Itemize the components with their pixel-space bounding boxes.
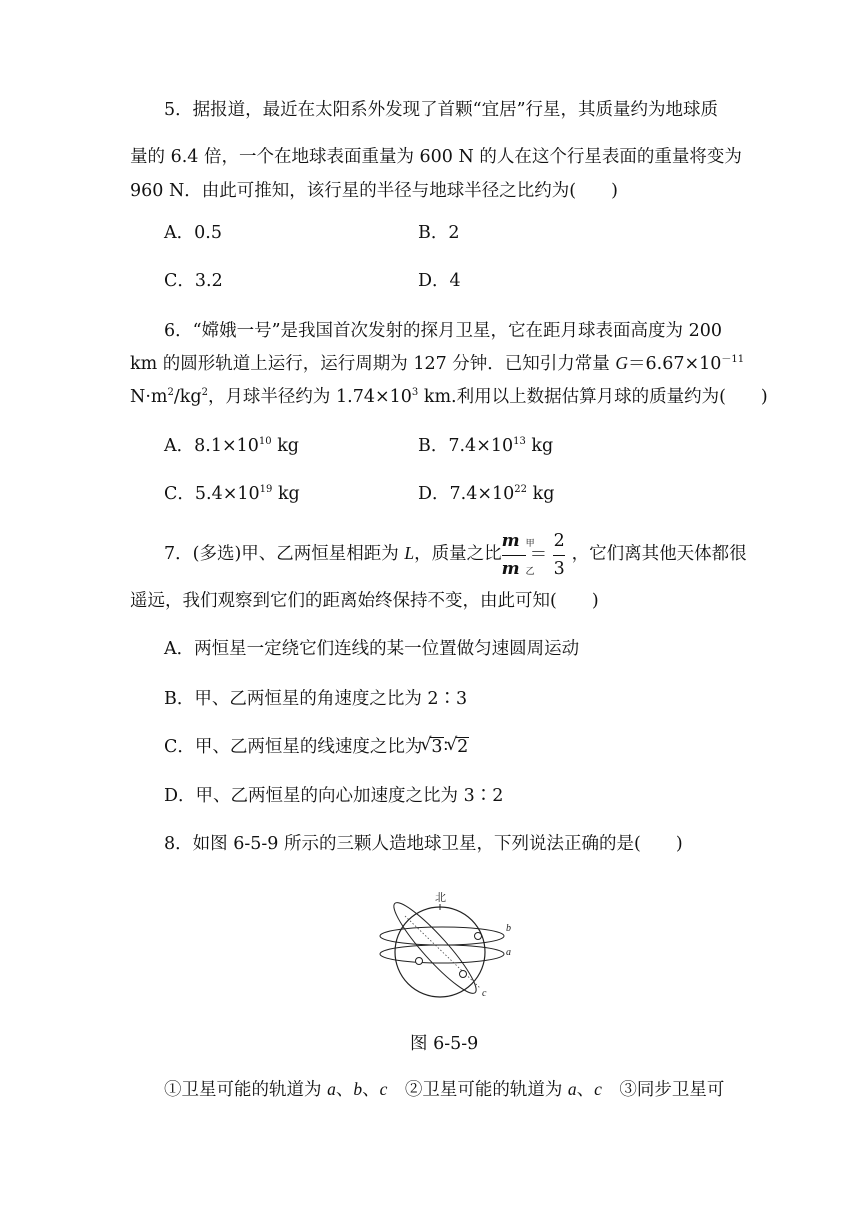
satellite-c: [460, 971, 467, 978]
q6-line-2: km 的圆形轨道上运行，运行周期为 127 分钟．已知引力常量 $G=6.67\times 10^{-11}$: [130, 353, 745, 374]
label-a: a: [506, 947, 511, 958]
sqrt-3: √ 3: [430, 737, 443, 756]
earth-circle: [395, 907, 485, 997]
q5-line-1: 5．据报道，最近在太阳系外发现了首颗“宜居”行星，其质量约为地球质: [164, 100, 719, 120]
north-label: 北: [435, 891, 446, 904]
q7-line-1: 7．(多选)甲、乙两恒星相距为 L，质量之比 m甲 m乙 ＝ 2 3 ，它们离其他天体都很: [164, 530, 747, 579]
sqrt-2: √ 2: [456, 737, 469, 756]
q7-option-d: D．甲、乙两恒星的向心加速度之比为 3∶2: [164, 786, 504, 806]
q8-statements-line: ①卫星可能的轨道为 a、b、c ②卫星可能的轨道为 a、c ③同步卫星可: [164, 1079, 725, 1100]
label-b: b: [506, 923, 511, 934]
q6-option-c: C．$5.4\times 10^{19}$ kg: [164, 484, 300, 504]
q7-line-2: 遥远，我们观察到它们的距离始终保持不变，由此可知( ): [130, 591, 599, 611]
orbit-c: [386, 895, 484, 1000]
q5-option-b: B．2: [418, 223, 460, 243]
q6-option-d: D．$7.4\times 10^{22}$ kg: [418, 484, 555, 504]
q6-line-1: 6．“嫦娥一号”是我国首次发射的探月卫星，它在距月球表面高度为 200: [164, 321, 722, 341]
q7-option-a: A．两恒星一定绕它们连线的某一位置做匀速圆周运动: [164, 639, 580, 659]
figure-caption: 图 6-5-9: [410, 1034, 479, 1054]
satellite-orbit-figure: [375, 888, 525, 1008]
q5-option-a: A．0.5: [164, 223, 222, 243]
q7-option-b: B．甲、乙两恒星的角速度之比为 2∶3: [164, 689, 468, 709]
orbit-b: [380, 927, 504, 945]
q6-option-a: A．$8.1\times 10^{10}$ kg: [164, 436, 300, 456]
q6-option-b: B．$7.4\times 10^{13}$ kg: [418, 436, 554, 456]
q5-line-2: 量的 6.4 倍，一个在地球表面重量为 600 N 的人在这个行星表面的重量将变为: [130, 147, 742, 167]
q6-line-3: $N\cdot m^2/kg^2$，月球半径约为 $1.74\times 10^3$ km.利用以上数据估算月球的质量约为( ): [130, 387, 768, 407]
q8-line-1: 8．如图 6-5-9 所示的三颗人造地球卫星，下列说法正确的是( ): [164, 834, 683, 854]
q5-option-c: C．3.2: [164, 271, 223, 291]
q7-option-c: C．甲、乙两恒星的线速度之比为√ 3∶√ 2: [164, 736, 469, 758]
q5-line-3: 960 N．由此可推知，该行星的半径与地球半径之比约为( ): [130, 181, 618, 201]
satellite-a: [416, 958, 423, 965]
mass-ratio-fraction: m甲 m乙 ＝ 2 3: [501, 530, 565, 579]
label-c: c: [482, 988, 487, 999]
satellite-b: [475, 933, 482, 940]
q5-option-d: D．4: [418, 271, 461, 291]
